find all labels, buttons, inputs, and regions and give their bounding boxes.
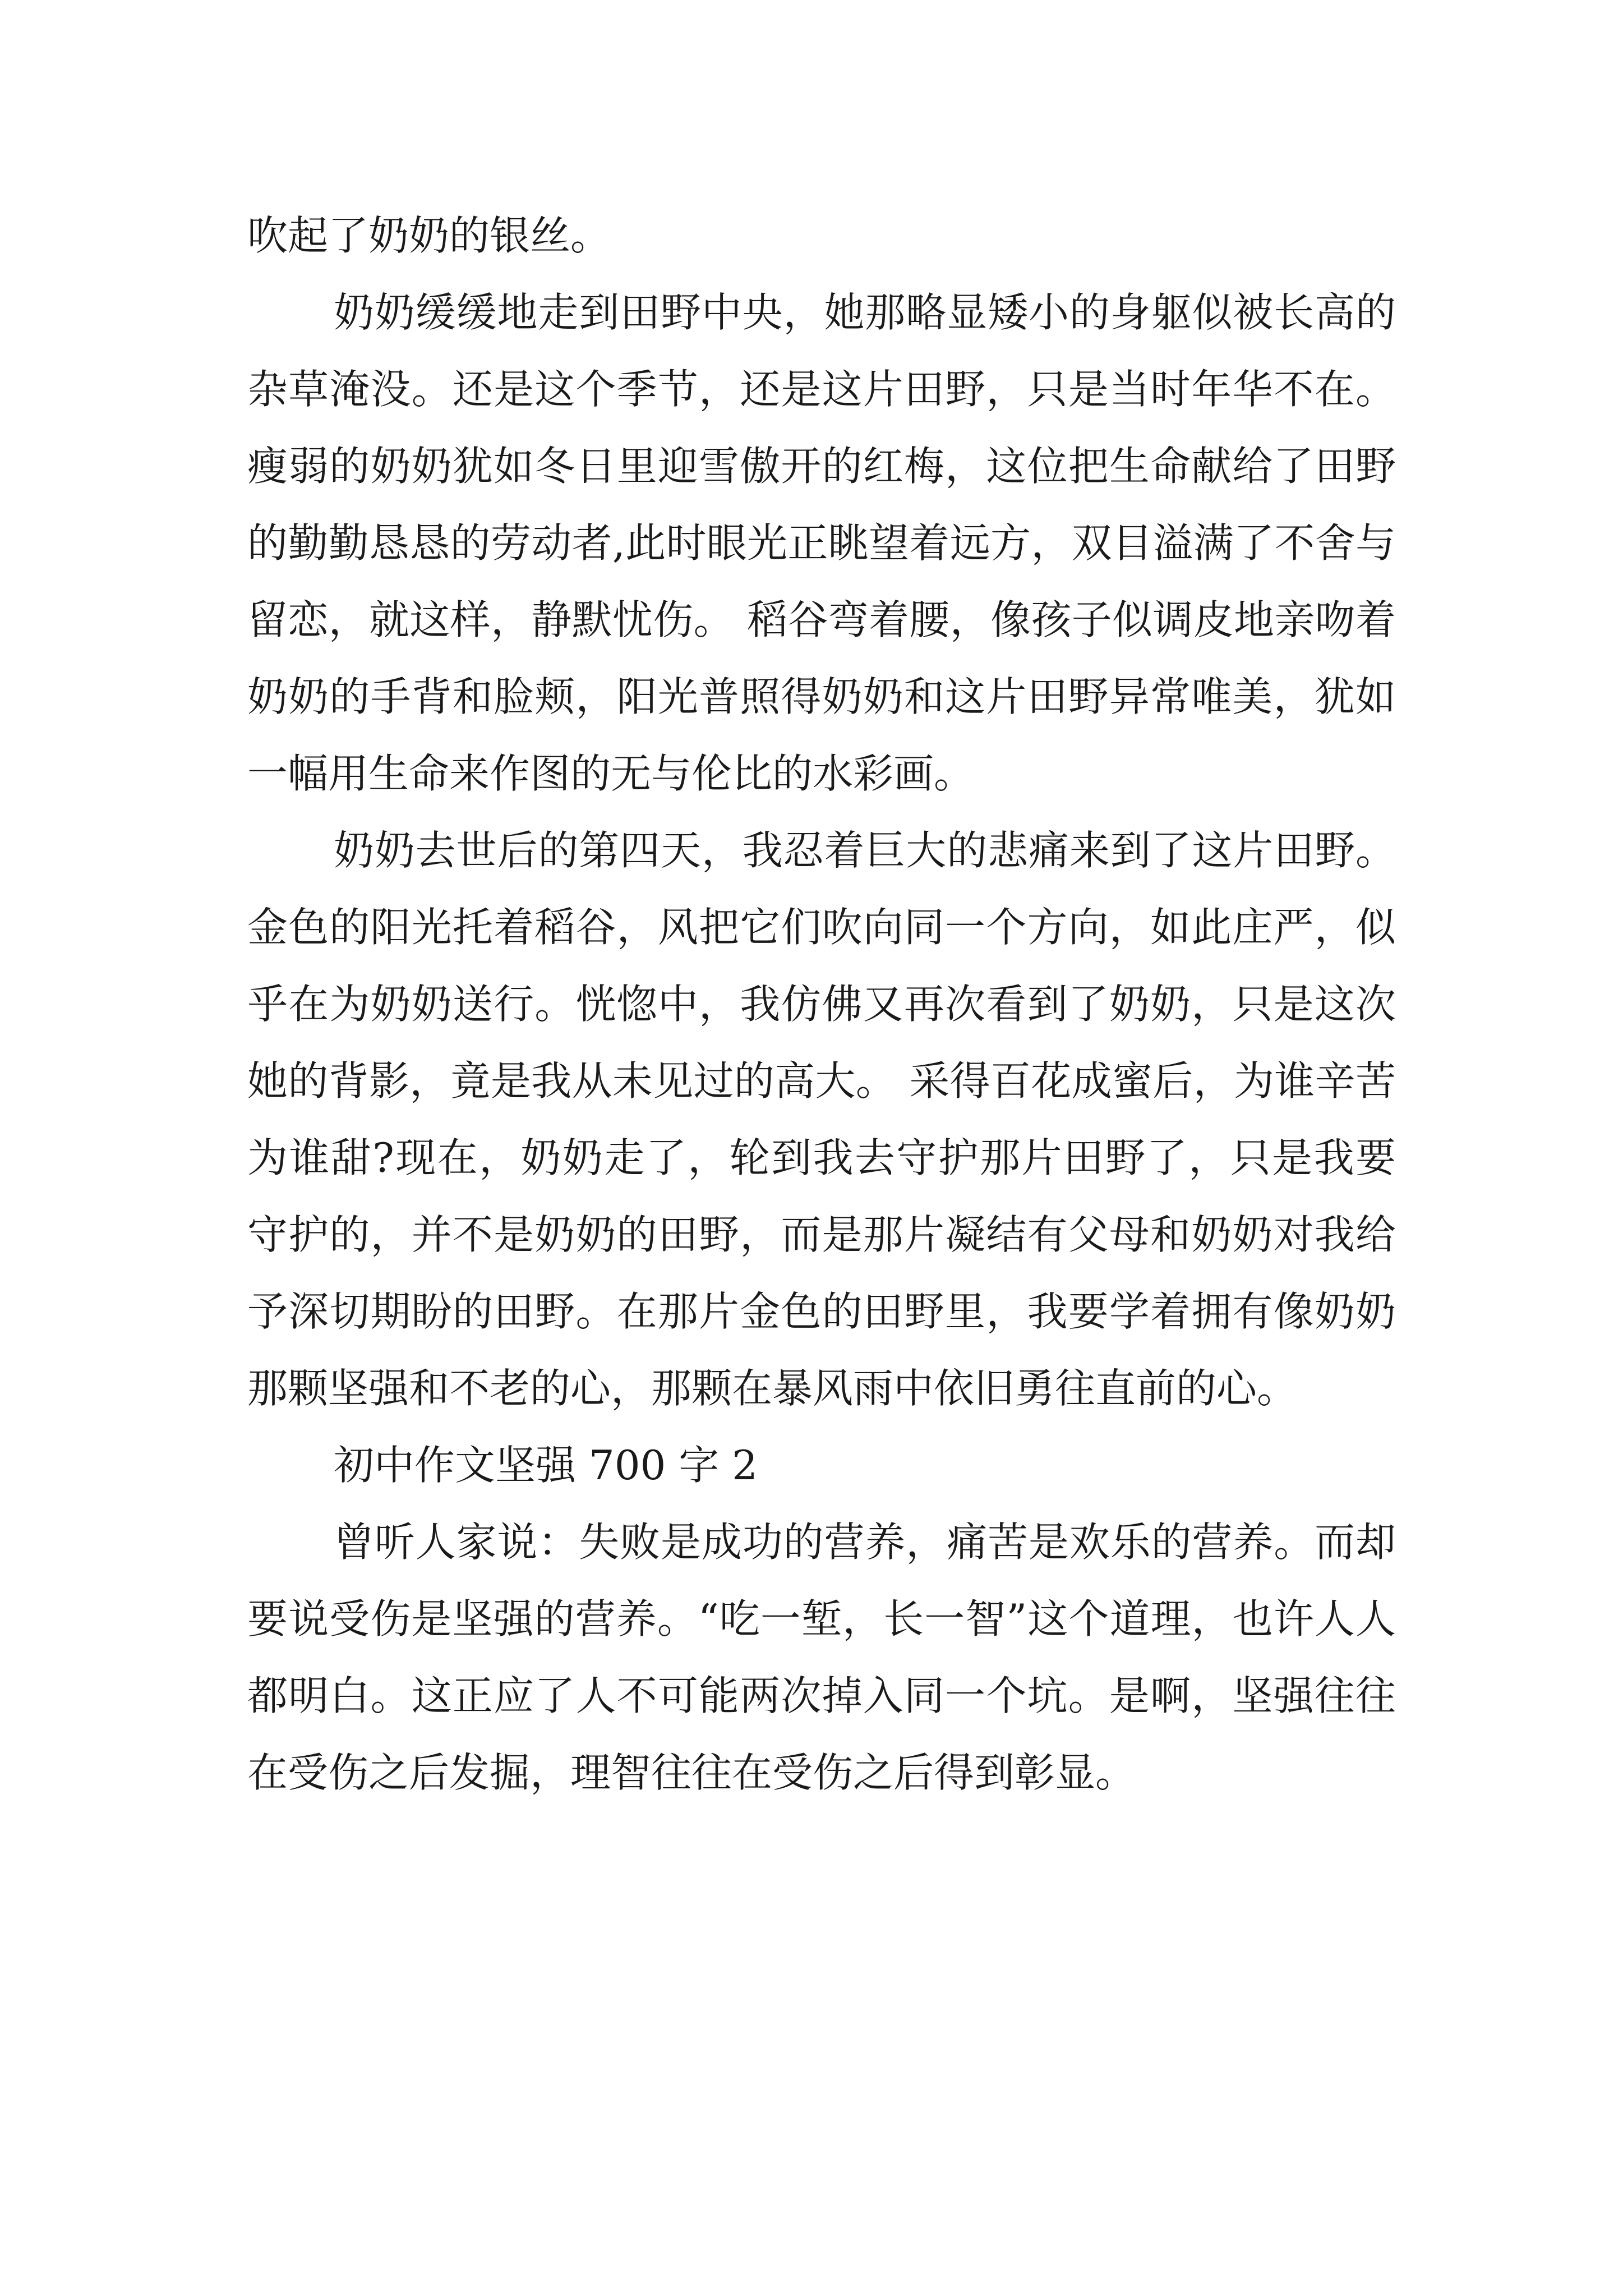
paragraph-after-passing: 奶奶去世后的第四天，我忍着巨大的悲痛来到了这片田野。金色的阳光托着稻谷，风把它们吹向同一个方向，如此庄严，似乎在为奶奶送行。恍惚中，我仿佛又再次看到了奶奶，只是这次她的背影，竟是我从未见过的高大。 采得百花成蜜后，为谁辛苦为谁甜?现在，奶奶走了，轮到我去守护那片田野了，只是我要守护的，并不是奶奶的田野，而是那片凝结有父母和奶奶对我给予深切期盼的田野。在那片金色的田野里，我要学着拥有像奶奶那颗坚强和不老的心，那颗在暴风雨中依旧勇往直前的心。	[247, 827, 1396, 1412]
paragraph-continuation: 吹起了奶奶的银丝。	[247, 212, 611, 259]
paragraph-grandmother-field: 奶奶缓缓地走到田野中央，她那略显矮小的身躯似被长高的杂草淹没。还是这个季节，还是这片田野，只是当时年华不在。瘦弱的奶奶犹如冬日里迎雪傲开的红梅，这位把生命献给了田野的勤勤恳恳的劳动者,此时眼光正眺望着远方，双目溢满了不舍与留恋，就这样，静默忧伤。 稻谷弯着腰，像孩子似调皮地亲吻着奶奶的手背和脸颊，阳光普照得奶奶和这片田野异常唯美，犹如一幅用生命来作图的无与伦比的水彩画。	[247, 289, 1396, 797]
document-body	[247, 197, 1396, 1811]
paragraph-strength: 曾听人家说：失败是成功的营养，痛苦是欢乐的营养。而却要说受伤是坚强的营养。“吃一堑，长一智”这个道理，也许人人都明白。这正应了人不可能两次掉入同一个坑。是啊，坚强往往在受伤之后发掘，理智往往在受伤之后得到彰显。	[247, 1519, 1396, 1796]
essay-heading: 初中作文坚强 700 字 2	[334, 1442, 758, 1489]
